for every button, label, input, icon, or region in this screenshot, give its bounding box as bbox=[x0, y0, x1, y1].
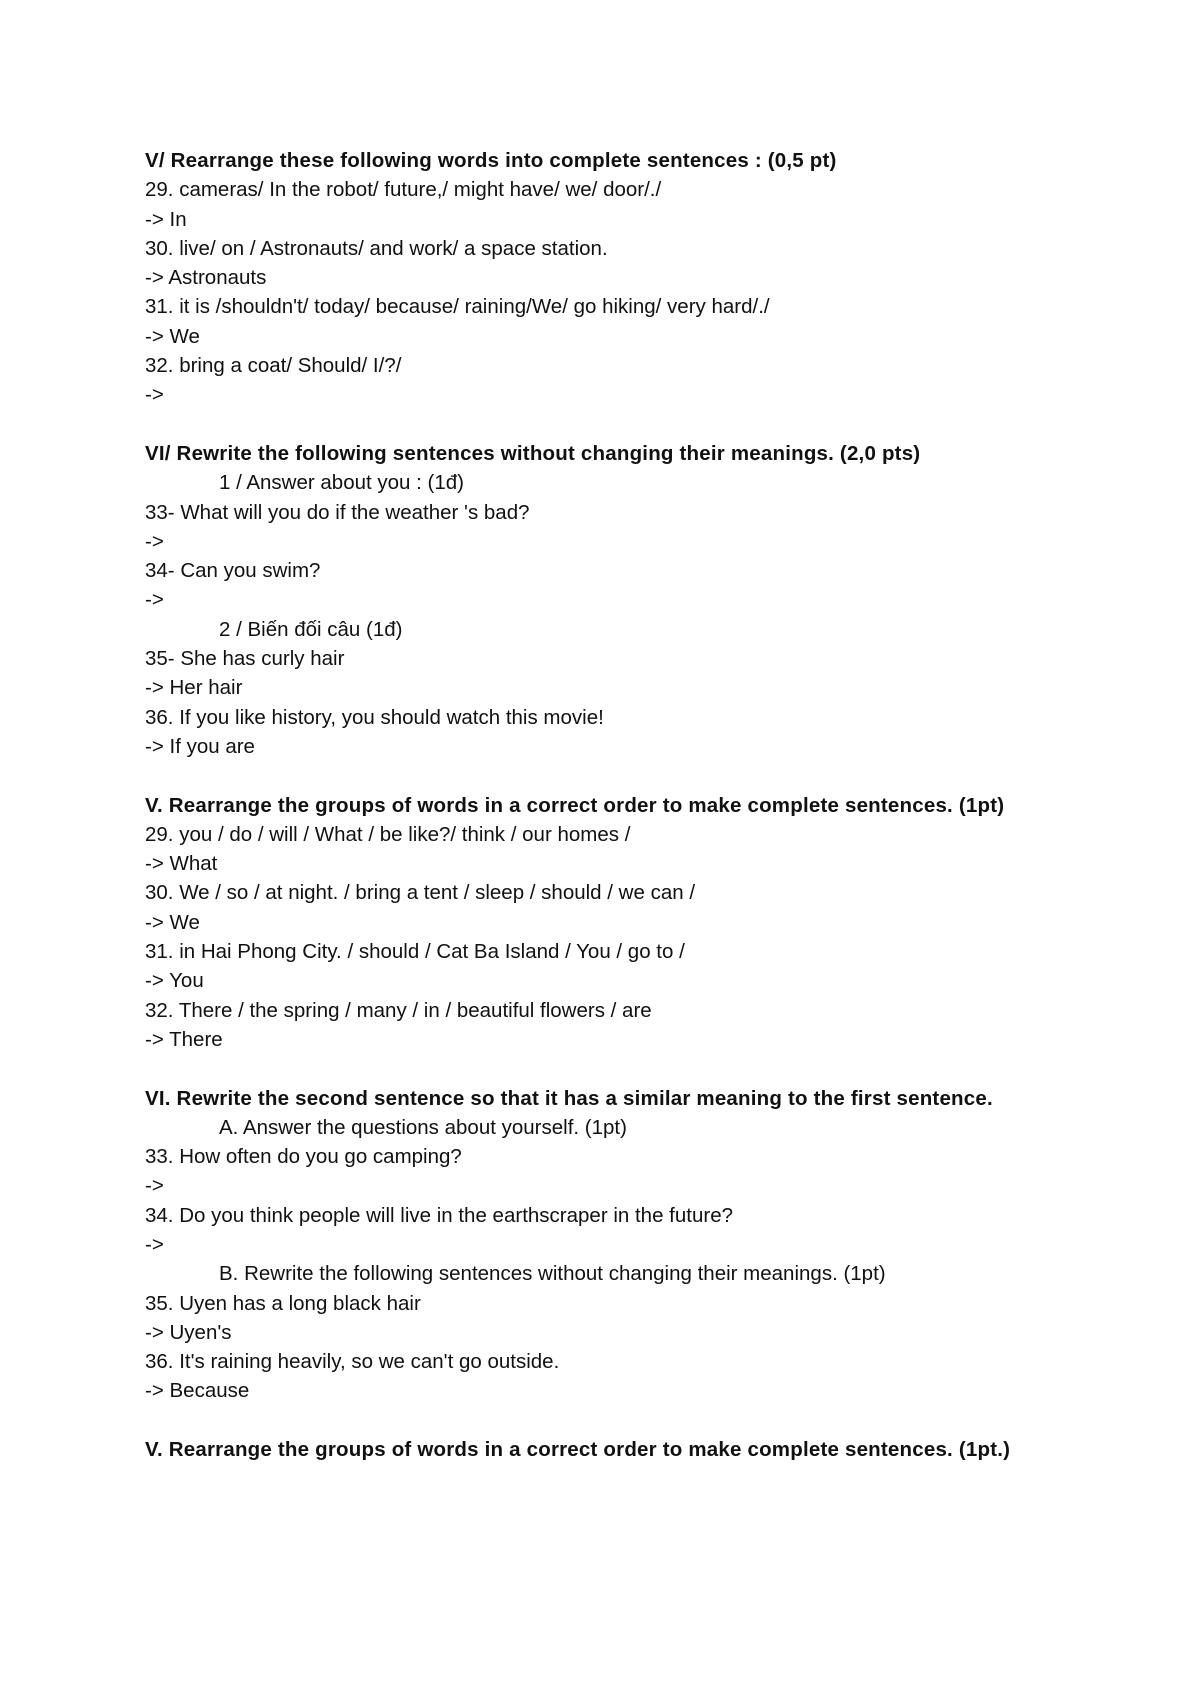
answer-line: -> Astronauts bbox=[145, 266, 267, 290]
answer-line: -> bbox=[145, 529, 164, 553]
question-line: 29. cameras/ In the robot/ future,/ might have/ we/ door/./ bbox=[145, 178, 662, 202]
answer-line: -> In bbox=[145, 207, 187, 231]
section-gap bbox=[145, 410, 1155, 439]
section-gap bbox=[145, 1054, 1155, 1083]
question-line: 30. live/ on / Astronauts/ and work/ a space station. bbox=[145, 236, 608, 260]
section-gap bbox=[145, 761, 1155, 790]
answer-line: -> Because bbox=[145, 1379, 250, 1403]
section-heading: VI. Rewrite the second sentence so that it has a similar meaning to the first sentence. bbox=[145, 1086, 993, 1110]
question-line: 36. It's raining heavily, so we can't go outside. bbox=[145, 1350, 560, 1374]
section-heading: V/ Rearrange these following words into complete sentences : (0,5 pt) bbox=[145, 149, 837, 172]
section-gap bbox=[145, 1406, 1155, 1435]
document-page bbox=[145, 146, 1155, 1464]
question-line: 29. you / do / will / What / be like?/ think / our homes / bbox=[145, 822, 631, 846]
question-line: 30. We / so / at night. / bring a tent / sleep / should / we can / bbox=[145, 881, 696, 905]
section-heading: VI/ Rewrite the following sentences without changing their meanings. (2,0 pts) bbox=[145, 441, 921, 465]
answer-line: -> You bbox=[145, 969, 204, 993]
section-heading: V. Rearrange the groups of words in a correct order to make complete sentences. (1pt) bbox=[145, 793, 1005, 817]
subsection-heading: B. Rewrite the following sentences without changing their meanings. (1pt) bbox=[219, 1262, 886, 1286]
question-line: 31. it is /shouldn't/ today/ because/ raining/We/ go hiking/ very hard/./ bbox=[145, 295, 770, 319]
question-line: 36. If you like history, you should watch this movie! bbox=[145, 705, 604, 729]
section-heading: V. Rearrange the groups of words in a correct order to make complete sentences. (1pt.) bbox=[145, 1438, 1011, 1462]
answer-line: -> bbox=[145, 383, 164, 407]
answer-line: -> bbox=[145, 1232, 164, 1256]
question-line: 35- She has curly hair bbox=[145, 647, 345, 671]
answer-line: -> We bbox=[145, 324, 200, 348]
answer-line: -> What bbox=[145, 852, 218, 876]
question-line: 32. There / the spring / many / in / beautiful flowers / are bbox=[145, 998, 652, 1022]
question-line: 32. bring a coat/ Should/ I/?/ bbox=[145, 354, 402, 378]
answer-line: -> Uyen's bbox=[145, 1320, 232, 1344]
subsection-heading: 2 / Biến đối câu (1đ) bbox=[219, 617, 403, 641]
question-line: 34. Do you think people will live in the earthscraper in the future? bbox=[145, 1203, 734, 1227]
answer-line: -> bbox=[145, 1174, 164, 1198]
question-line: 33- What will you do if the weather 's bad? bbox=[145, 500, 530, 524]
answer-line: -> We bbox=[145, 910, 200, 934]
subsection-heading: A. Answer the questions about yourself. (1pt) bbox=[219, 1115, 627, 1139]
subsection-heading: 1 / Answer about you : (1đ) bbox=[219, 471, 464, 495]
question-line: 34- Can you swim? bbox=[145, 559, 321, 583]
answer-line: -> Her hair bbox=[145, 676, 243, 700]
question-line: 31. in Hai Phong City. / should / Cat Ba Island / You / go to / bbox=[145, 940, 685, 964]
answer-line: -> If you are bbox=[145, 734, 255, 758]
question-line: 35. Uyen has a long black hair bbox=[145, 1291, 421, 1315]
answer-line: -> bbox=[145, 588, 164, 612]
question-line: 33. How often do you go camping? bbox=[145, 1145, 462, 1169]
answer-line: -> There bbox=[145, 1027, 223, 1051]
